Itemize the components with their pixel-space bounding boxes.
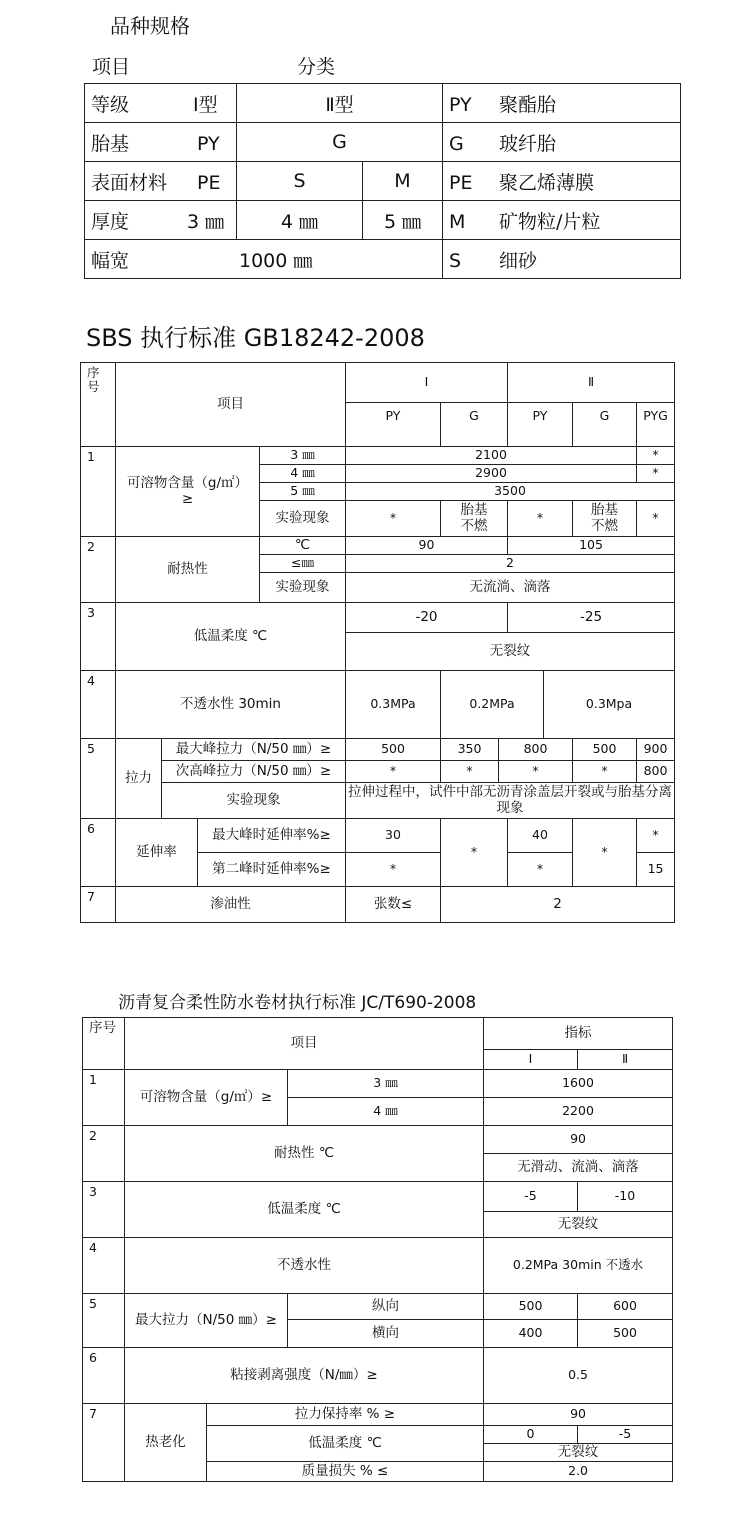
value-cell: 350	[441, 739, 499, 761]
seq-header: 序号	[83, 1018, 125, 1070]
value-cell: 胎基 不燃	[573, 501, 637, 537]
spec-header-item: 项目	[92, 56, 131, 78]
spec-cell: G	[237, 123, 443, 162]
unit-cell: ℃	[260, 537, 346, 555]
spec-title: 品种规格	[110, 14, 190, 38]
spec-row-base	[85, 123, 681, 162]
heat-resistance-label: 耐热性	[116, 537, 260, 603]
value-cell: 800	[637, 761, 675, 783]
row-number: 2	[83, 1126, 125, 1182]
spec-cell: M 矿物粒/片粒	[443, 201, 681, 240]
value-cell: *	[441, 819, 508, 887]
unit-cell: ≤㎜	[260, 555, 346, 573]
max-tensile-label: 最大拉力（N/50 ㎜）≥	[125, 1294, 288, 1348]
row-number: 3	[83, 1182, 125, 1238]
group-header-ii: Ⅱ	[508, 363, 675, 403]
row-number: 7	[83, 1404, 125, 1482]
spec-cell: 4 ㎜	[237, 201, 363, 240]
row-number: 4	[81, 671, 116, 739]
value-cell: *	[573, 819, 637, 887]
item-header: 项目	[125, 1018, 484, 1070]
value-cell: *	[508, 501, 573, 537]
value-cell: 105	[508, 537, 675, 555]
value-cell: 0.3Mpa	[544, 671, 675, 739]
group-header-ii: Ⅱ	[578, 1050, 673, 1070]
value-cell: 无流淌、滴落	[346, 573, 675, 603]
sub-header: G	[573, 403, 637, 447]
value-cell: 0	[484, 1426, 578, 1444]
value-cell: 拉伸过程中，试件中部无沥青涂盖层开裂或与胎基分离现象	[346, 783, 675, 819]
value-cell: -20	[346, 603, 508, 633]
value-cell: 30	[346, 819, 441, 853]
value-cell: *	[637, 819, 675, 853]
value-cell: *	[637, 465, 675, 483]
observation-label: 实验现象	[260, 501, 346, 537]
value-cell: *	[441, 761, 499, 783]
value-cell: 600	[578, 1294, 673, 1320]
row-number: 5	[83, 1294, 125, 1348]
row-number: 3	[81, 603, 116, 671]
seq-header: 序 号	[81, 363, 116, 447]
group-header-i: Ⅰ	[484, 1050, 578, 1070]
max-peak-tensile-label: 最大峰拉力（N/50 ㎜）≥	[162, 739, 346, 761]
row-number: 6	[83, 1348, 125, 1404]
thickness-unit: 3 ㎜	[260, 447, 346, 465]
value-cell: 3500	[346, 483, 675, 501]
second-peak-tensile-label: 次高峰拉力（N/50 ㎜）≥	[162, 761, 346, 783]
value-cell: 无裂纹	[484, 1444, 673, 1462]
value-cell: 1600	[484, 1070, 673, 1098]
value-cell: 500	[578, 1320, 673, 1348]
direction-label: 横向	[288, 1320, 484, 1348]
thickness-unit: 4 ㎜	[288, 1098, 484, 1126]
value-cell: 800	[499, 739, 573, 761]
value-cell: 2	[441, 887, 675, 923]
row-number: 4	[83, 1238, 125, 1294]
spec-row-surface	[85, 162, 681, 201]
spec-cell: M	[363, 162, 443, 201]
spec-cell: PY 聚酯胎	[443, 84, 681, 123]
sbs-table	[80, 362, 675, 923]
row-number: 1	[83, 1070, 125, 1126]
spec-cell: 5 ㎜	[363, 201, 443, 240]
value-cell: 90	[346, 537, 508, 555]
value-cell: 2900	[346, 465, 637, 483]
soluble-content-label: 可溶物含量（g/㎡）≥	[125, 1070, 288, 1126]
heat-aging-label: 热老化	[125, 1404, 207, 1482]
index-header: 指标	[484, 1018, 673, 1050]
spec-cell: 厚度 3 ㎜	[85, 201, 237, 240]
value-cell: *	[346, 761, 441, 783]
value-cell: 400	[484, 1320, 578, 1348]
spec-table	[84, 83, 681, 279]
value-cell: -5	[578, 1426, 673, 1444]
value-cell: 2100	[346, 447, 637, 465]
spec-cell: 等级 Ⅰ型	[85, 84, 237, 123]
item-header: 项目	[116, 363, 346, 447]
value-cell: *	[508, 853, 573, 887]
row-number: 2	[81, 537, 116, 603]
value-cell: 0.3MPa	[346, 671, 441, 739]
value-cell: *	[637, 447, 675, 465]
group-header-i: Ⅰ	[346, 363, 508, 403]
row-number: 7	[81, 887, 116, 923]
max-peak-elongation-label: 最大峰时延伸率%≥	[198, 819, 346, 853]
value-cell: *	[499, 761, 573, 783]
jc-title: 沥青复合柔性防水卷材执行标准 JC/T690-2008	[118, 993, 477, 1013]
thickness-unit: 5 ㎜	[260, 483, 346, 501]
spec-cell: 胎基 PY	[85, 123, 237, 162]
spec-row-width	[85, 240, 681, 279]
row-number: 1	[81, 447, 116, 537]
value-cell: 40	[508, 819, 573, 853]
value-cell: 15	[637, 853, 675, 887]
sub-header: PY	[508, 403, 573, 447]
low-temp-flex-label: 低温柔度 ℃	[116, 603, 346, 671]
sub-header: G	[441, 403, 508, 447]
value-cell: *	[573, 761, 637, 783]
sbs-title: SBS 执行标准 GB18242-2008	[86, 324, 425, 352]
mass-loss-label: 质量损失 % ≤	[207, 1462, 484, 1482]
soluble-content-label: 可溶物含量（g/㎡） ≥	[116, 447, 260, 537]
spec-cell: 表面材料 PE	[85, 162, 237, 201]
value-cell: -10	[578, 1182, 673, 1212]
row-number: 6	[81, 819, 116, 887]
tensile-label: 拉力	[116, 739, 162, 819]
value-cell: 0.2MPa 30min 不透水	[484, 1238, 673, 1294]
value-cell: 无裂纹	[346, 633, 675, 671]
low-temp-flex-label: 低温柔度 ℃	[125, 1182, 484, 1238]
second-peak-elongation-label: 第二峰时延伸率%≥	[198, 853, 346, 887]
row-number: 5	[81, 739, 116, 819]
spec-row-grade	[85, 84, 681, 123]
spec-row-thickness	[85, 201, 681, 240]
sub-header: PYG	[637, 403, 675, 447]
value-cell: -5	[484, 1182, 578, 1212]
value-cell: -25	[508, 603, 675, 633]
value-cell: 无滑动、流淌、滴落	[484, 1154, 673, 1182]
observation-label: 实验现象	[260, 573, 346, 603]
unit-cell: 张数≤	[346, 887, 441, 923]
value-cell: 无裂纹	[484, 1212, 673, 1238]
impermeability-label: 不透水性 30min	[116, 671, 346, 739]
value-cell: 2.0	[484, 1462, 673, 1482]
elongation-label: 延伸率	[116, 819, 198, 887]
value-cell: 900	[637, 739, 675, 761]
oil-seepage-label: 渗油性	[116, 887, 346, 923]
spec-cell: S	[237, 162, 363, 201]
spec-cell: G 玻纤胎	[443, 123, 681, 162]
value-cell: *	[346, 501, 441, 537]
value-cell: 胎基 不燃	[441, 501, 508, 537]
value-cell: 0.5	[484, 1348, 673, 1404]
spec-cell: 幅宽 1000 ㎜	[85, 240, 443, 279]
spec-cell: PE 聚乙烯薄膜	[443, 162, 681, 201]
value-cell: 2	[346, 555, 675, 573]
value-cell: *	[346, 853, 441, 887]
spec-header-class: 分类	[297, 56, 336, 78]
value-cell: 2200	[484, 1098, 673, 1126]
value-cell: 0.2MPa	[441, 671, 544, 739]
tensile-retention-label: 拉力保持率 % ≥	[207, 1404, 484, 1426]
value-cell: 90	[484, 1126, 673, 1154]
sub-header: PY	[346, 403, 441, 447]
spec-cell: Ⅱ型	[237, 84, 443, 123]
value-cell: 90	[484, 1404, 673, 1426]
spec-cell: S 细砂	[443, 240, 681, 279]
peel-strength-label: 粘接剥离强度（N/㎜）≥	[125, 1348, 484, 1404]
thickness-unit: 4 ㎜	[260, 465, 346, 483]
impermeability-label: 不透水性	[125, 1238, 484, 1294]
jc-table	[82, 1017, 673, 1482]
value-cell: 500	[573, 739, 637, 761]
heat-resistance-label: 耐热性 ℃	[125, 1126, 484, 1182]
direction-label: 纵向	[288, 1294, 484, 1320]
thickness-unit: 3 ㎜	[288, 1070, 484, 1098]
low-temp-flex-label: 低温柔度 ℃	[207, 1426, 484, 1462]
value-cell: 500	[484, 1294, 578, 1320]
value-cell: 500	[346, 739, 441, 761]
value-cell: *	[637, 501, 675, 537]
observation-label: 实验现象	[162, 783, 346, 819]
